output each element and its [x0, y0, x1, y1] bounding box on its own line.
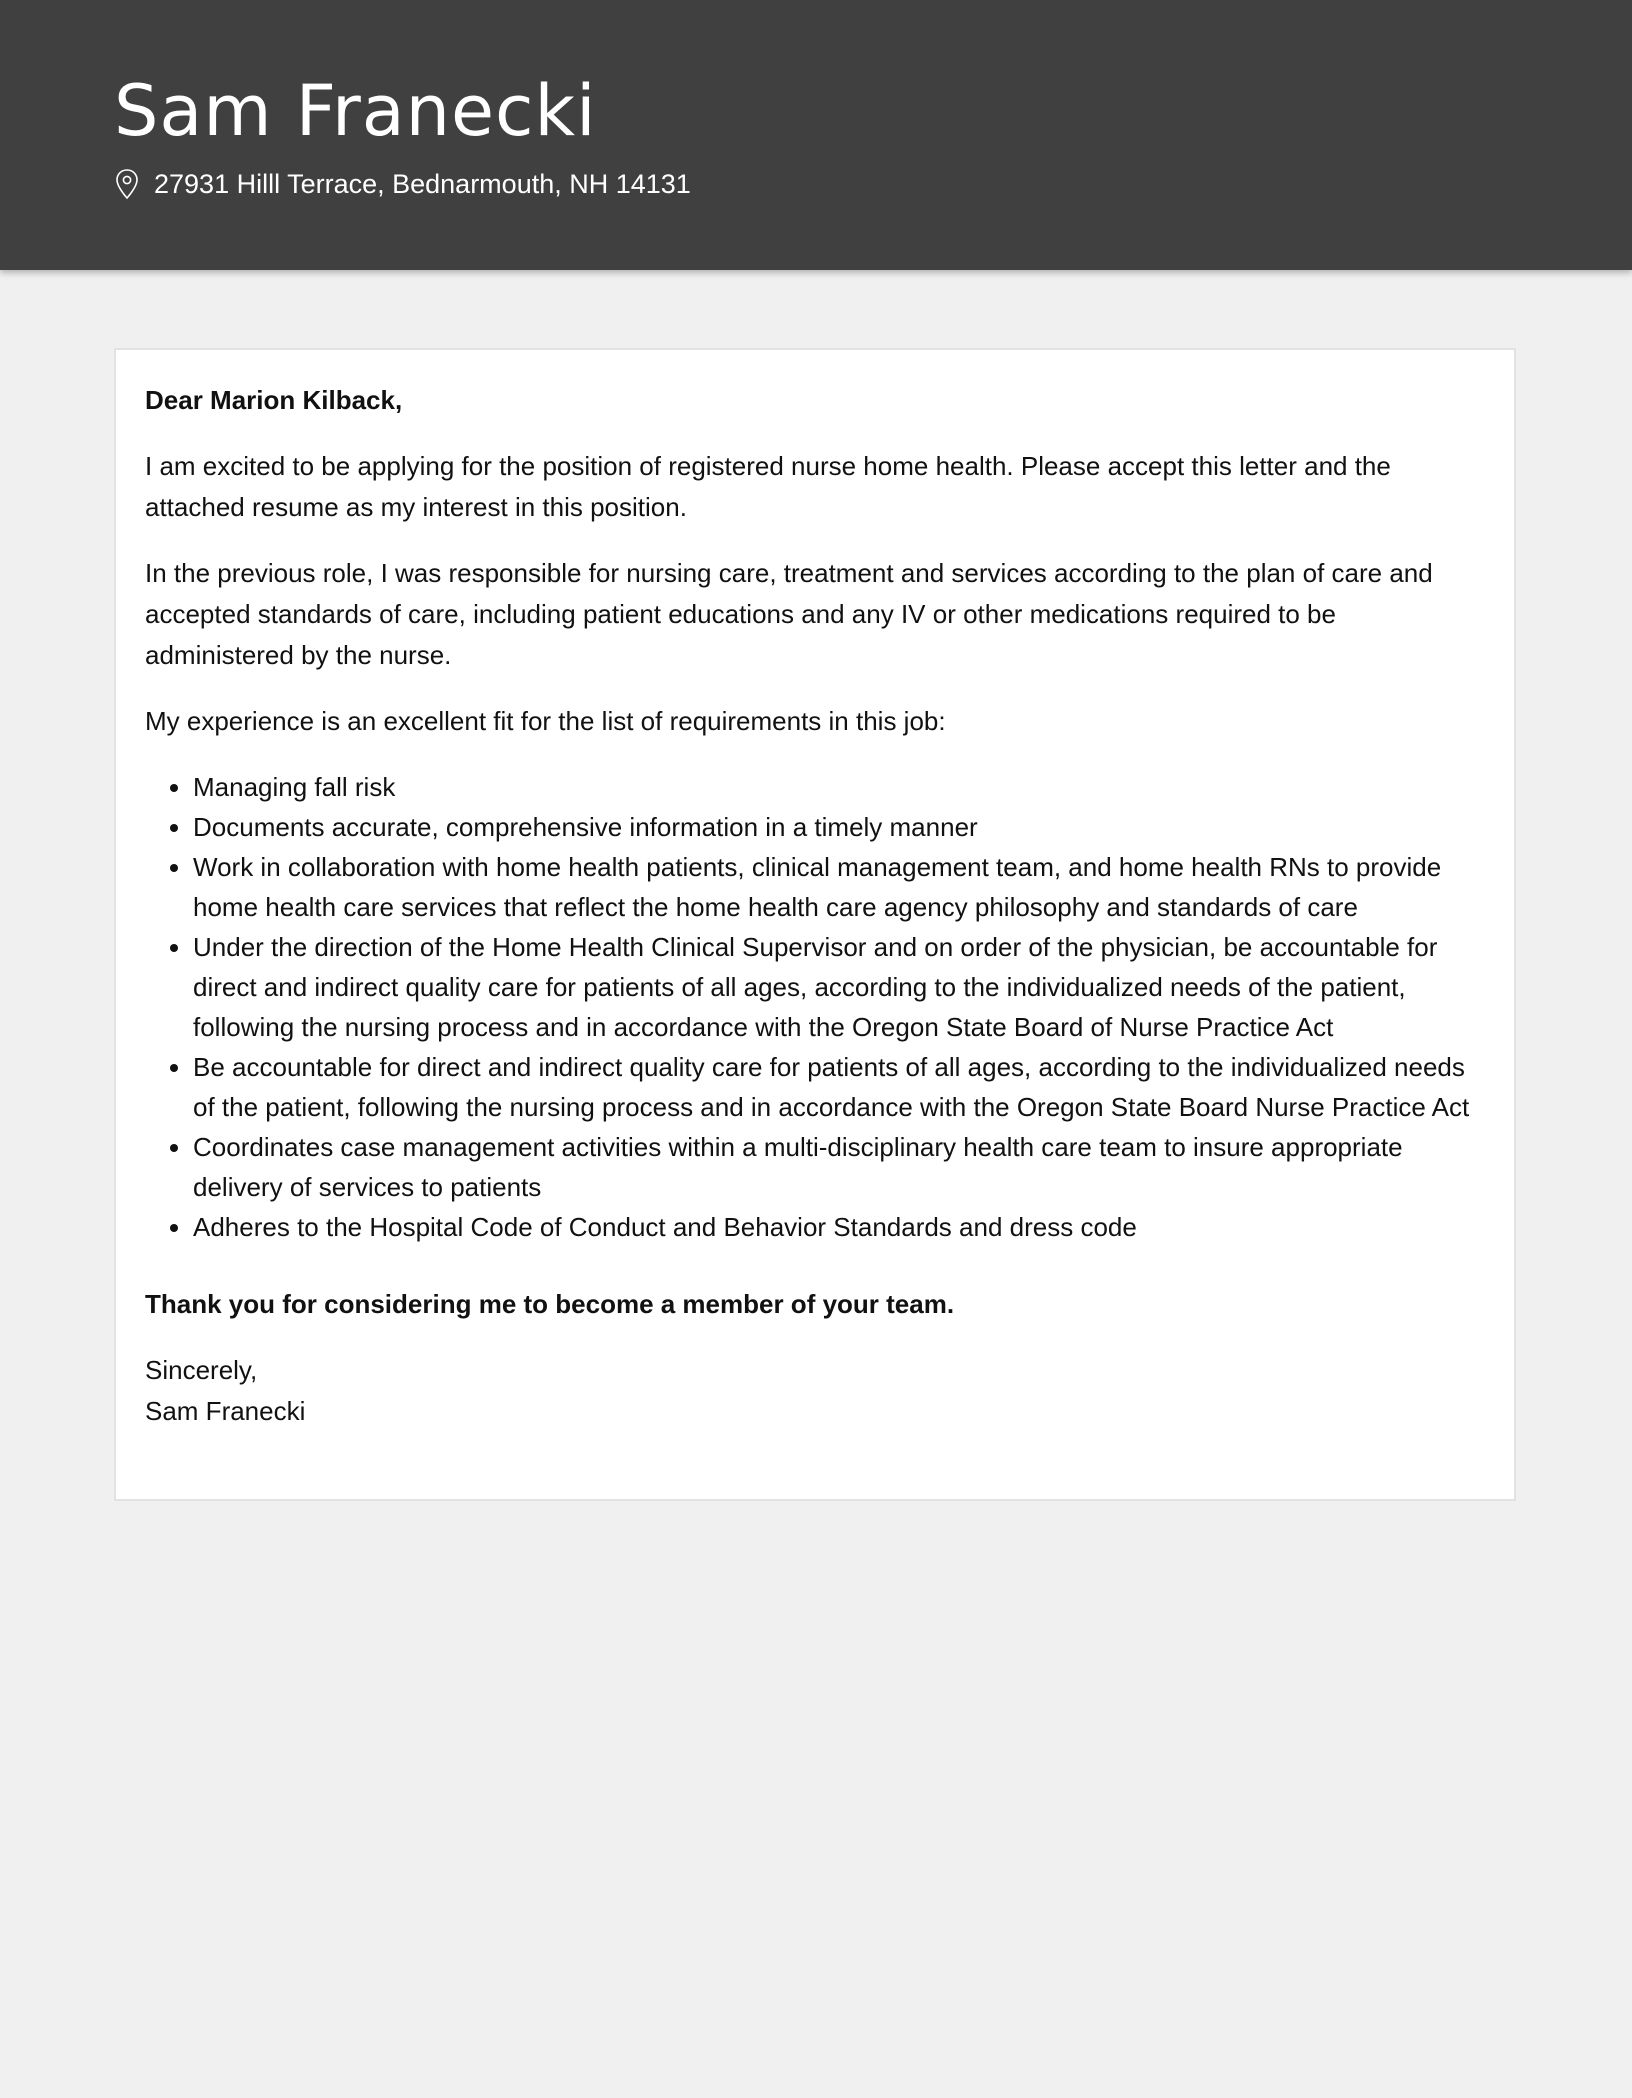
signoff-block [145, 1350, 1485, 1432]
applicant-name: Sam Franecki [114, 70, 597, 152]
applicant-address: 27931 Hilll Terrace, Bednarmouth, NH 14131 [154, 169, 691, 199]
list-item: • Coordinates case management activities within a multi-disciplinary health care team to insure appropriate delivery of services to patients [193, 1127, 1485, 1207]
list-item: • Managing fall risk [193, 767, 1485, 807]
list-item: • Documents accurate, comprehensive information in a timely manner [193, 807, 1485, 847]
address-row [114, 164, 691, 204]
header-banner [0, 0, 1632, 270]
list-item: • Work in collaboration with home health patients, clinical management team, and home health RNs to provide home health care services that reflect the home health care agency philosophy and standards of care [193, 847, 1485, 927]
intro-paragraph: I am excited to be applying for the position of registered nurse home health. Please accept this letter and the attached resume as my interest in this position. [145, 451, 1391, 522]
list-item: • Be accountable for direct and indirect quality care for patients of all ages, according to the individualized needs of the patient, following the nursing process and in accordance with the Oregon State Board Nurse Practice Act [193, 1047, 1485, 1127]
experience-paragraph: In the previous role, I was responsible for nursing care, treatment and services according to the plan of care and accepted standards of care, including patient educations and any IV or other medications required to be administered by the nurse. [145, 558, 1433, 670]
list-item: • Under the direction of the Home Health Clinical Supervisor and on order of the physician, be accountable for direct and indirect quality care for patients of all ages, according to the individualized needs of the patient, following the nursing process and in accordance with the Oregon State Board of Nurse Practice Act [193, 927, 1485, 1047]
requirements-list [145, 767, 1485, 1247]
map-pin-icon [114, 168, 140, 200]
closing-line: Thank you for considering me to become a member of your team. [145, 1289, 955, 1319]
list-item: • Adheres to the Hospital Code of Conduct and Behavior Standards and dress code [193, 1207, 1485, 1247]
letter-card [114, 348, 1516, 1501]
signoff: Sincerely, [145, 1355, 258, 1385]
signature: Sam Franecki [145, 1396, 306, 1426]
salutation: Dear Marion Kilback, [145, 385, 403, 415]
requirements-intro: My experience is an excellent fit for the list of requirements in this job: [145, 706, 946, 736]
